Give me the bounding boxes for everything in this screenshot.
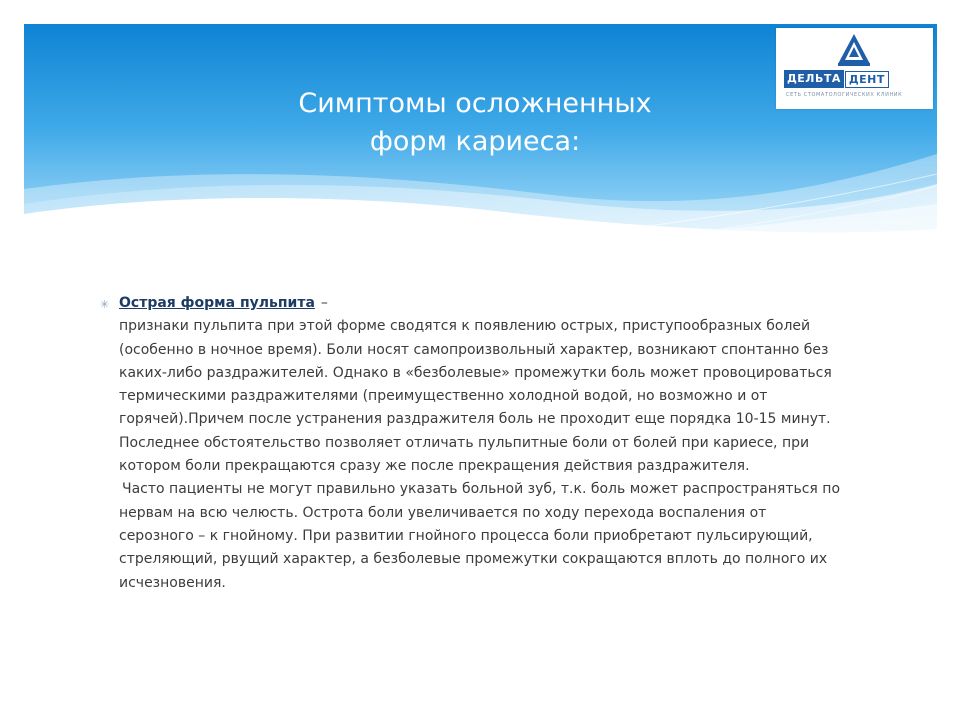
logo-word-dent: ДЕНТ xyxy=(845,71,889,88)
heading-dash: – xyxy=(320,295,328,311)
bullet-heading: Острая форма пульпита xyxy=(119,295,315,311)
bullet-heading-line xyxy=(119,292,840,315)
body-text xyxy=(100,292,840,595)
slide-title-line-2: форм кариеса: xyxy=(369,126,581,157)
delta-triangle-icon xyxy=(836,32,872,66)
logo-word-delta: ДЕЛЬТА xyxy=(784,70,844,88)
paragraph-1: признаки пульпита при этой форме сводятся к появлению острых, приступообразных болей (особенно в ночное время). Боли носят самопроизвольный характер, возникают спонтанно без каких-либо раздражителей. Однако в «безболевые» промежутки боль может провоцироваться термическими раздражителями (преимущественно холодной водой, но возможно и от горячей).Причем после устранения раздражителя боль не проходит еще порядка 10-15 минут. Последнее обстоятельство позволяет отличать пульпитные боли от болей при кариесе, при котором боли прекращаются сразу же после прекращения действия раздражителя. xyxy=(119,318,832,475)
logo-wordmark xyxy=(784,70,889,88)
paragraph-2: Часто пациенты не могут правильно указать больной зуб, т.к. боль может распространяться по нервам на всю челюсть. Острота боли увеличивается по ходу перехода воспаления от серозного – к гнойному. При развитии гнойного процесса боли приобретают пульсирующий, стреляющий, рвущий характер, а безболевые промежутки сокращаются вплоть до полного их исчезновения. xyxy=(119,481,841,591)
slide-title-line-1: Симптомы осложненных xyxy=(298,88,652,119)
slide-title xyxy=(260,85,690,161)
logo-subtitle: СЕТЬ СТОМАТОЛОГИЧЕСКИХ КЛИНИК xyxy=(786,92,903,98)
bullet-icon: ✳ xyxy=(100,298,110,311)
bullet-item xyxy=(100,292,840,478)
company-logo xyxy=(776,28,933,109)
